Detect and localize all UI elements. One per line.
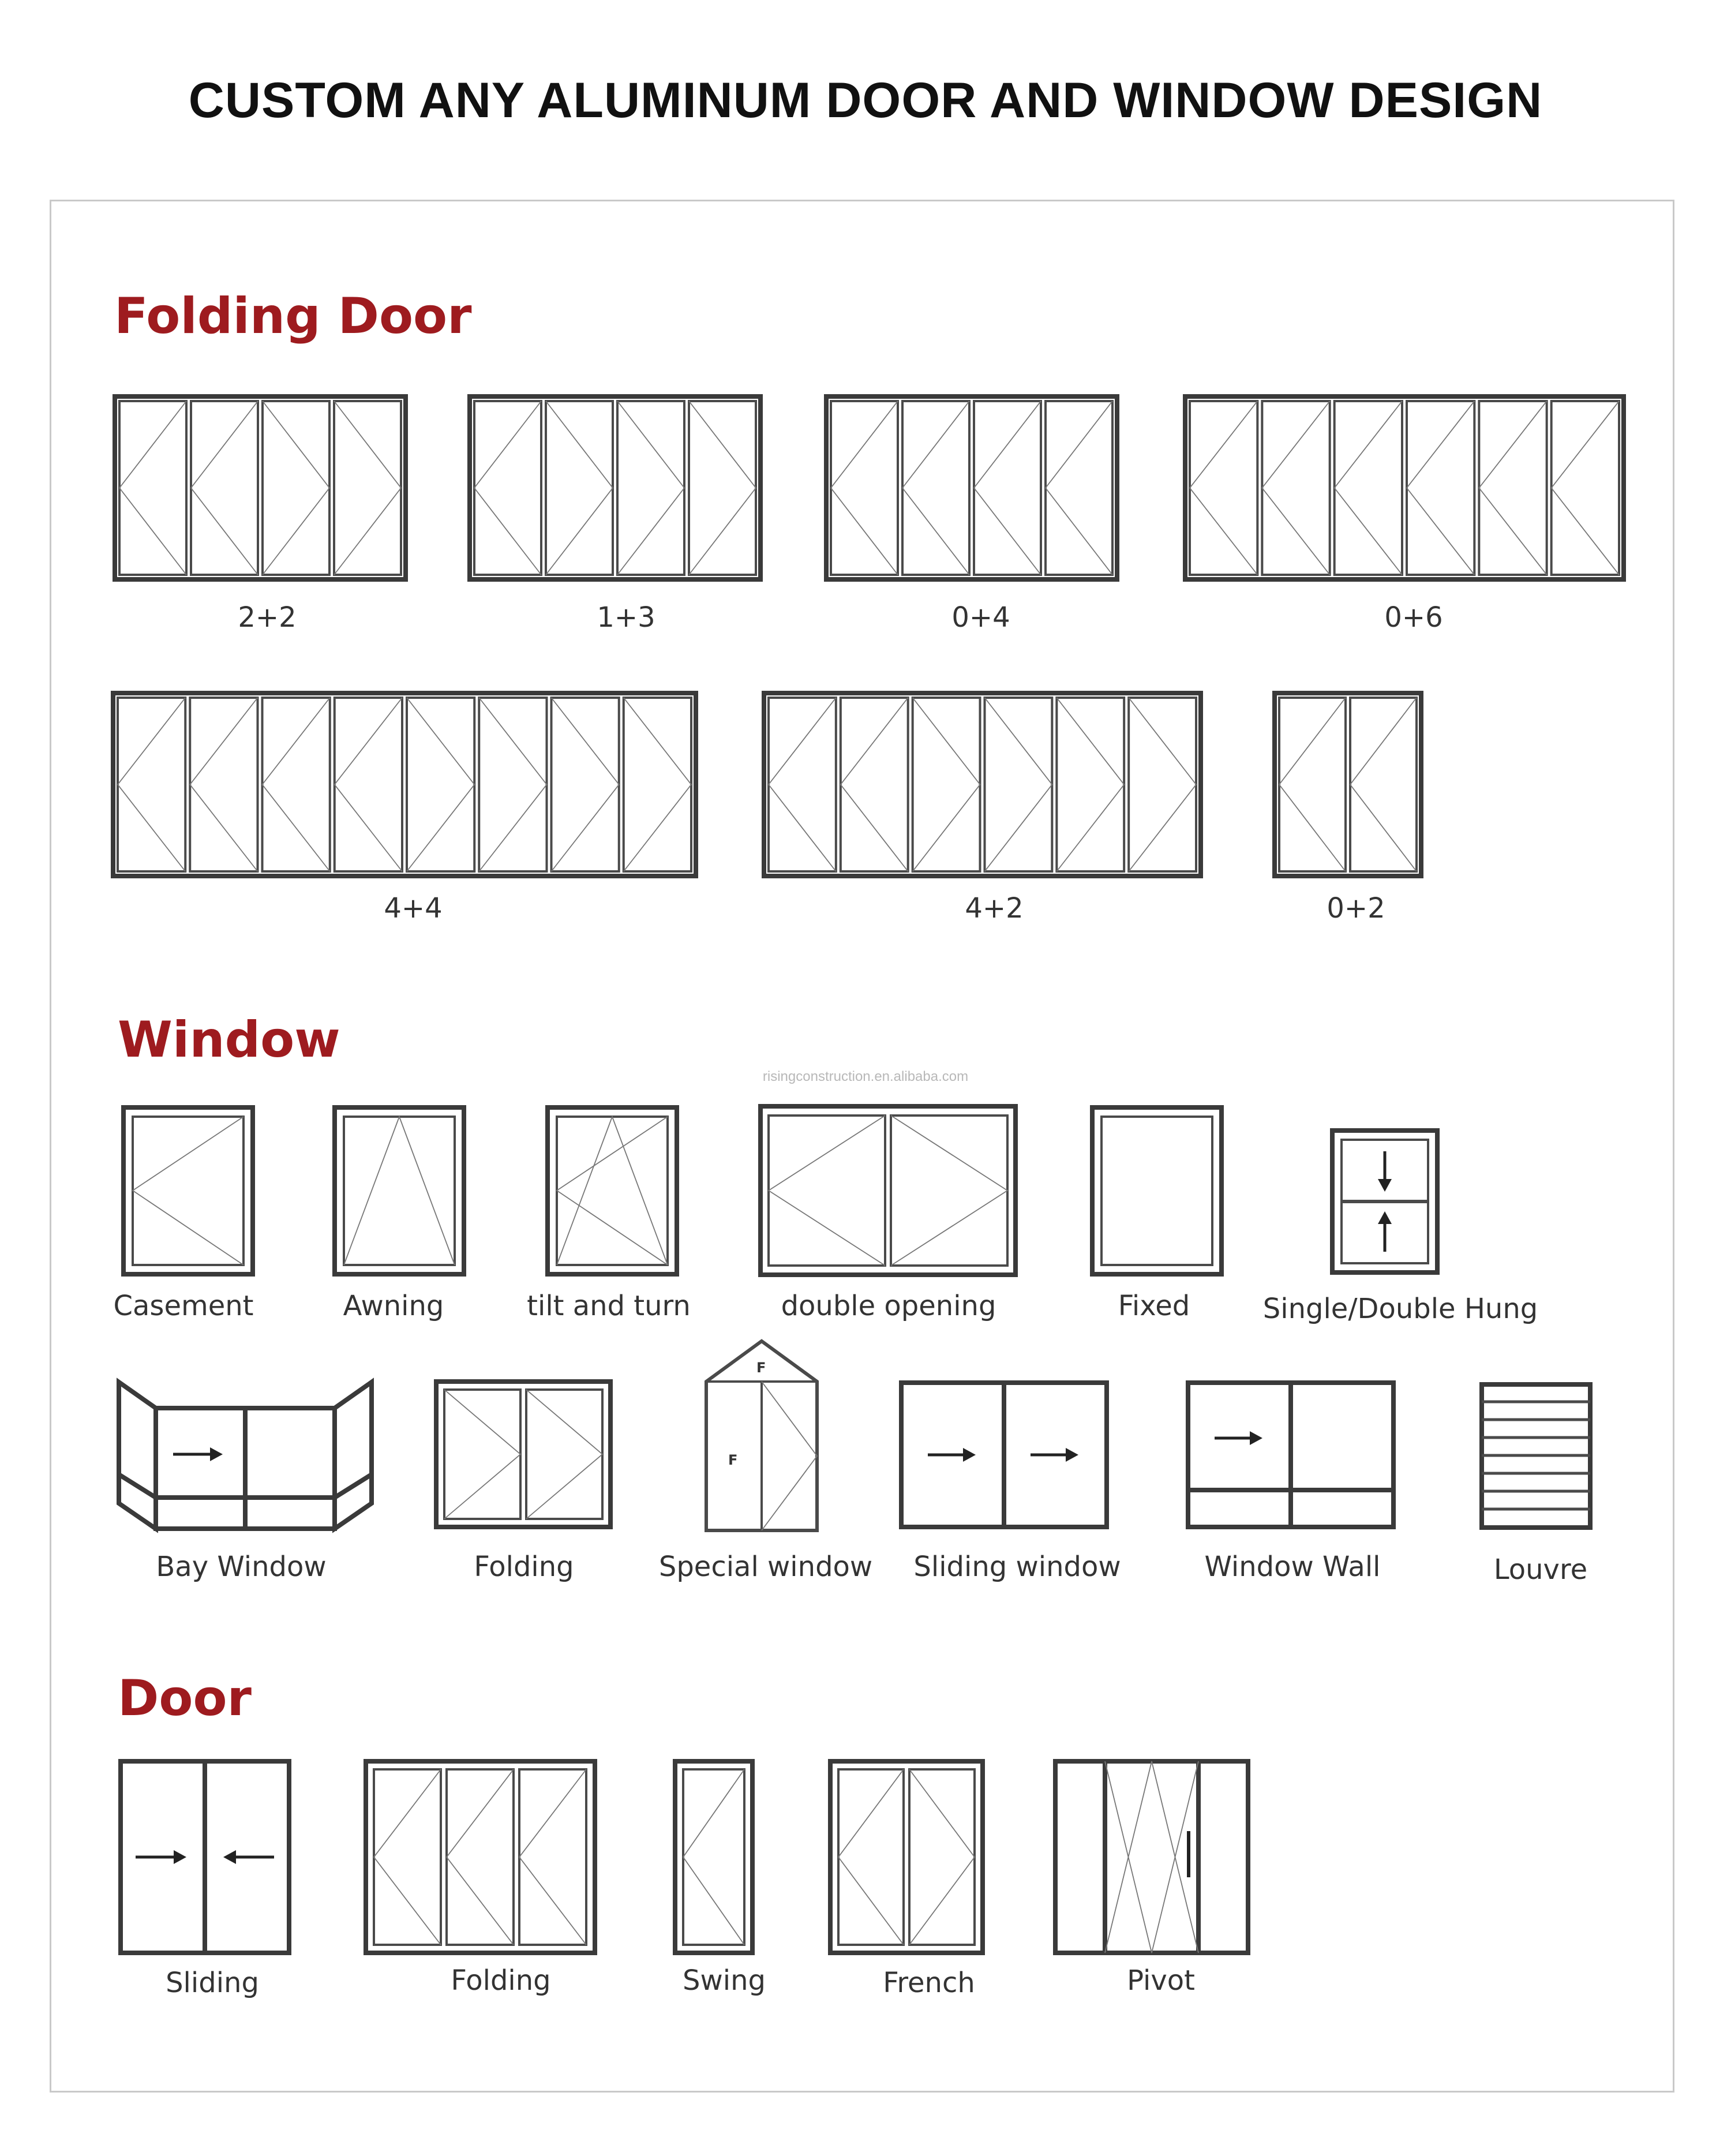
- label-door-pivot: Pivot: [1127, 1964, 1195, 1997]
- window-window-wall-diagram: [1186, 1380, 1396, 1529]
- folding-door-2-2-diagram: [113, 394, 408, 582]
- label-door-sliding: Sliding: [166, 1967, 259, 1999]
- opening-direction-mark: [119, 401, 186, 575]
- opening-direction-mark: [1407, 401, 1474, 575]
- watermark: risingconstruction.en.alibaba.com: [762, 1069, 969, 1084]
- door-folding-diagram: [364, 1759, 597, 1955]
- sash-panel: [1407, 401, 1474, 575]
- window-sliding-diagram: [899, 1380, 1109, 1529]
- label-folding-door-0-4: 0+4: [951, 601, 1010, 634]
- label-window-awning: Awning: [343, 1290, 444, 1322]
- window-folding-diagram: [434, 1379, 613, 1529]
- sash-panel: [831, 401, 898, 575]
- sash-panel: [689, 401, 756, 575]
- opening-direction-mark: [689, 401, 756, 575]
- sash-panel: [479, 698, 546, 871]
- label-window-special-window: Special window: [658, 1551, 873, 1583]
- section-heading-folding-door: Folding Door: [114, 287, 472, 345]
- opening-direction-mark: [1335, 401, 1402, 575]
- sash-panel: [617, 401, 684, 575]
- page-title: CUSTOM ANY ALUMINUM DOOR AND WINDOW DESIGN: [188, 73, 1543, 128]
- sash-panel: [1129, 698, 1196, 871]
- opening-direction-mark: [552, 698, 619, 871]
- label-door-french: French: [883, 1967, 975, 1999]
- sash-panel: [902, 401, 969, 575]
- opening-direction-mark: [479, 698, 546, 871]
- sash-panel: [1350, 698, 1417, 871]
- window-double-opening-diagram: [758, 1104, 1018, 1277]
- sash-panel: [407, 698, 474, 871]
- window-awning-diagram: [332, 1105, 466, 1277]
- door-pivot-diagram: [1053, 1759, 1250, 1955]
- label-folding-door-0-6: 0+6: [1384, 601, 1443, 634]
- window-special-diagram: [703, 1338, 820, 1534]
- label-window-double-opening: double opening: [781, 1290, 996, 1322]
- opening-direction-mark: [334, 401, 401, 575]
- sash-panel: [263, 698, 330, 871]
- section-heading-window: Window: [118, 1011, 340, 1069]
- special-window-mark-top: F: [756, 1360, 766, 1376]
- sash-panel: [624, 698, 691, 871]
- label-window-single-double-hung: Single/Double Hung: [1262, 1293, 1538, 1325]
- window-tilt-and-turn-diagram: [545, 1105, 679, 1277]
- opening-direction-mark: [1262, 401, 1329, 575]
- label-folding-door-1-3: 1+3: [597, 601, 655, 634]
- opening-direction-mark: [1479, 401, 1546, 575]
- opening-direction-mark: [474, 401, 541, 575]
- label-window-sliding-window: Sliding window: [913, 1551, 1121, 1583]
- section-heading-door: Door: [118, 1670, 252, 1727]
- opening-direction-mark: [902, 401, 969, 575]
- opening-direction-mark: [1190, 401, 1257, 575]
- opening-direction-mark: [831, 401, 898, 575]
- opening-direction-mark: [190, 698, 257, 871]
- opening-direction-mark: [263, 401, 329, 575]
- folding-door-0-4-diagram: [824, 394, 1119, 582]
- label-folding-door-0-2: 0+2: [1327, 892, 1385, 924]
- opening-direction-mark: [1046, 401, 1112, 575]
- opening-direction-mark: [1552, 401, 1619, 575]
- sash-panel: [841, 698, 908, 871]
- door-swing-diagram: [673, 1759, 755, 1955]
- window-fixed-diagram: [1090, 1105, 1224, 1277]
- folding-door-4-4-diagram: [111, 691, 698, 878]
- opening-direction-mark: [191, 401, 258, 575]
- sash-panel: [474, 401, 541, 575]
- sash-panel: [1056, 698, 1124, 871]
- label-door-swing: Swing: [683, 1964, 766, 1997]
- folding-door-4-2-diagram: [762, 691, 1203, 878]
- opening-direction-mark: [841, 698, 908, 871]
- opening-direction-mark: [1056, 698, 1124, 871]
- outer-frame: [826, 396, 1117, 579]
- sash-panel: [334, 401, 401, 575]
- sash-panel: [769, 698, 836, 871]
- sash-panel: [119, 401, 186, 575]
- sash-panel: [552, 698, 619, 871]
- sash-panel: [1046, 401, 1112, 575]
- sash-panel: [335, 698, 402, 871]
- sash-panel: [263, 401, 329, 575]
- door-french-diagram: [828, 1759, 985, 1955]
- opening-direction-mark: [407, 698, 474, 871]
- label-window-bay-window: Bay Window: [156, 1551, 327, 1583]
- opening-direction-mark: [913, 698, 980, 871]
- opening-direction-mark: [985, 698, 1052, 871]
- label-window-window-wall: Window Wall: [1204, 1551, 1381, 1583]
- folding-door-0-6-diagram: [1183, 394, 1626, 582]
- sash-panel: [191, 401, 258, 575]
- sash-panel: [1190, 401, 1257, 575]
- sash-panel: [1479, 401, 1546, 575]
- window-single-double-hung-diagram: [1330, 1128, 1440, 1275]
- opening-direction-mark: [624, 698, 691, 871]
- label-folding-door-2-2: 2+2: [238, 601, 297, 634]
- sash-panel: [190, 698, 257, 871]
- window-bay-window-diagram: [115, 1376, 375, 1532]
- sash-panel: [1552, 401, 1619, 575]
- label-window-casement: Casement: [113, 1290, 254, 1322]
- special-window-mark-left: F: [728, 1452, 738, 1468]
- folding-door-0-2-diagram: [1272, 691, 1423, 878]
- window-casement-diagram: [121, 1105, 255, 1277]
- sash-panel: [985, 698, 1052, 871]
- sash-panel: [1262, 401, 1329, 575]
- label-folding-door-4-4: 4+4: [384, 892, 443, 924]
- label-window-tilt-and-turn: tilt and turn: [527, 1290, 691, 1322]
- sash-panel: [118, 698, 185, 871]
- sash-panel: [974, 401, 1041, 575]
- label-window-fixed: Fixed: [1118, 1290, 1190, 1322]
- outer-frame: [764, 693, 1201, 876]
- label-window-louvre: Louvre: [1493, 1554, 1588, 1586]
- outer-frame: [113, 693, 696, 876]
- sash-panel: [1335, 401, 1402, 575]
- folding-door-1-3-diagram: [467, 394, 763, 582]
- label-folding-door-4-2: 4+2: [965, 892, 1024, 924]
- opening-direction-mark: [1279, 698, 1346, 871]
- opening-direction-mark: [263, 698, 330, 871]
- sash-panel: [913, 698, 980, 871]
- opening-direction-mark: [617, 401, 684, 575]
- sash-panel: [546, 401, 613, 575]
- outer-frame: [115, 396, 406, 579]
- sash-panel: [1279, 698, 1346, 871]
- opening-direction-mark: [546, 401, 613, 575]
- label-door-folding: Folding: [451, 1964, 551, 1997]
- outer-frame: [470, 396, 760, 579]
- outer-frame: [1185, 396, 1624, 579]
- opening-direction-mark: [769, 698, 836, 871]
- opening-direction-mark: [974, 401, 1041, 575]
- opening-direction-mark: [1129, 698, 1196, 871]
- window-louvre-diagram: [1479, 1382, 1593, 1530]
- door-sliding-diagram: [118, 1759, 291, 1955]
- opening-direction-mark: [118, 698, 185, 871]
- opening-direction-mark: [1350, 698, 1417, 871]
- label-window-folding: Folding: [474, 1551, 574, 1583]
- opening-direction-mark: [335, 698, 402, 871]
